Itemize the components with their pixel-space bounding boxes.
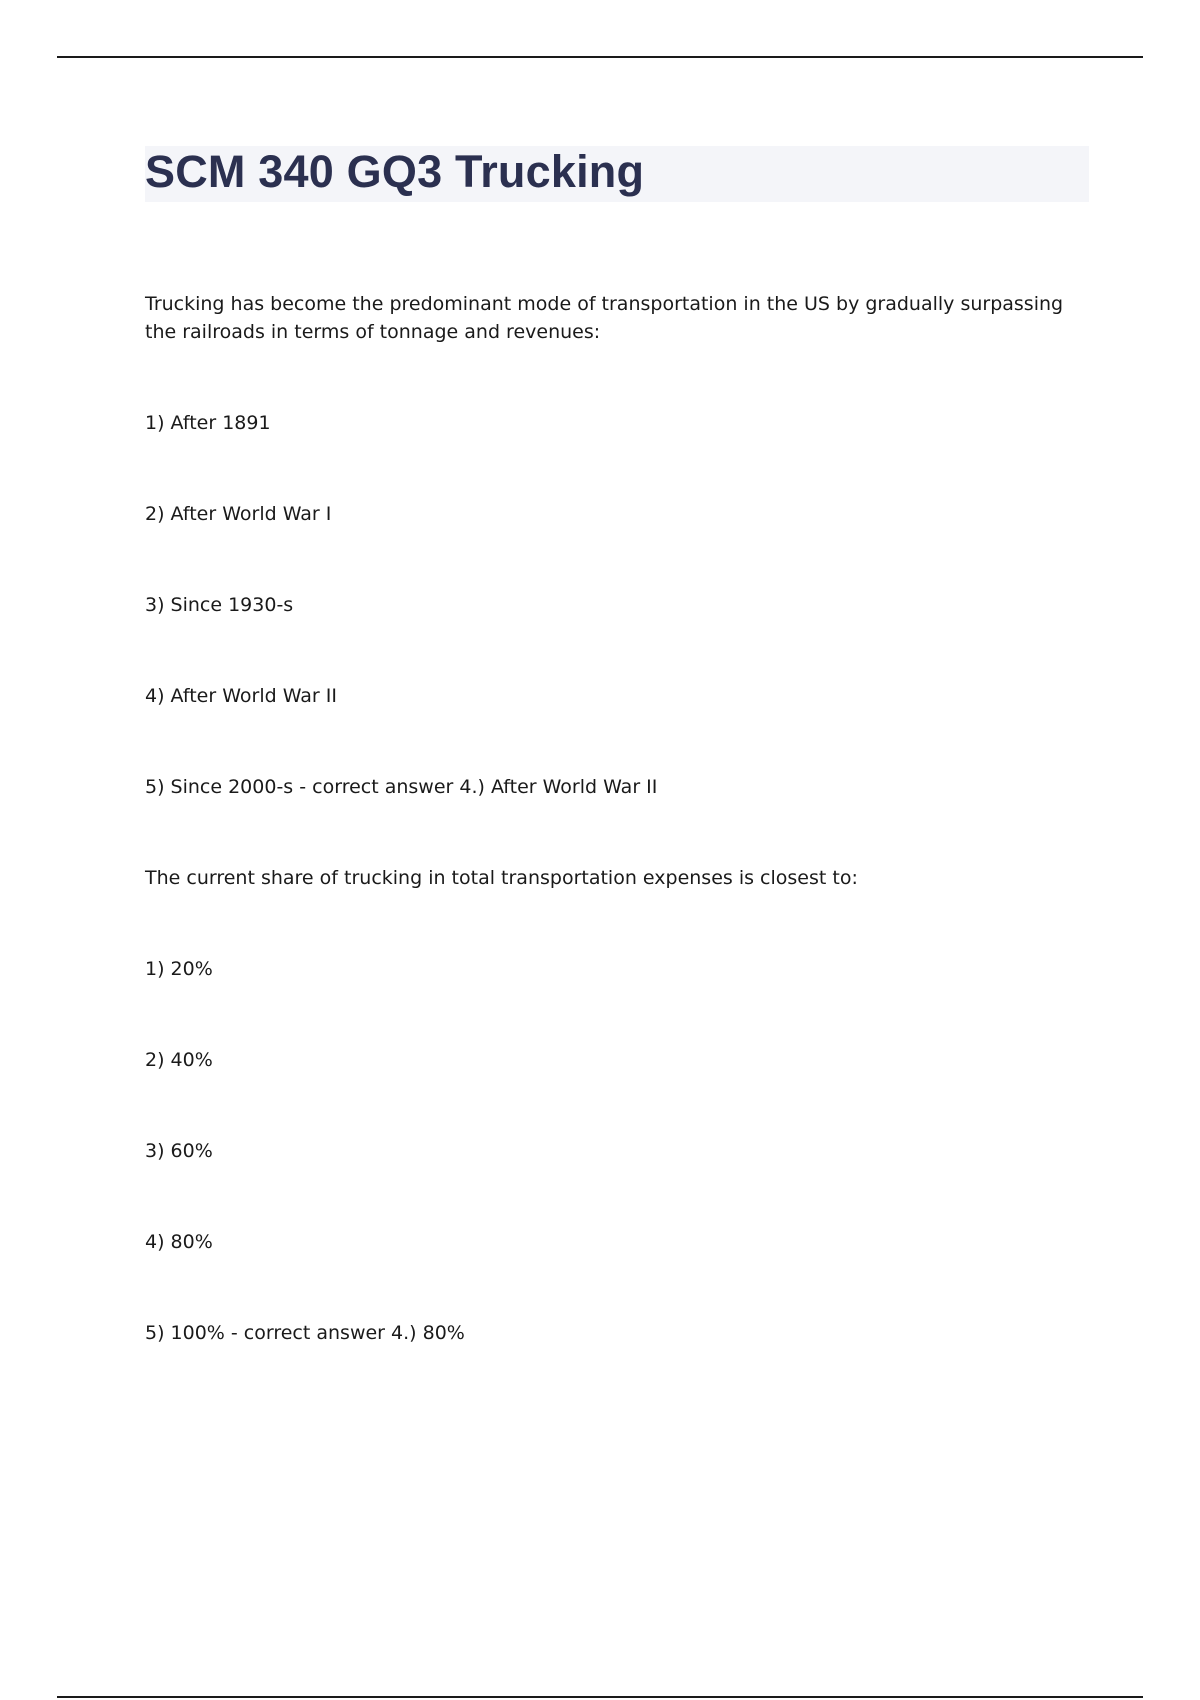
answer-option: 4) 80%: [145, 1231, 213, 1253]
answer-option: 3) Since 1930-s: [145, 594, 294, 616]
question-block: [145, 864, 1075, 1347]
answer-option-with-correct-answer: 5) Since 2000-s - correct answer 4.) After World War II: [145, 776, 658, 798]
answer-option: 2) After World War I: [145, 503, 332, 525]
bottom-rule: [57, 1696, 1143, 1698]
question-prompt: Trucking has become the predominant mode of transportation in the US by gradually surpassing the railroads in terms of tonnage and revenues:: [145, 293, 1064, 343]
top-rule: [57, 56, 1143, 58]
document-body: [145, 290, 1075, 1410]
answer-option: 4) After World War II: [145, 685, 337, 707]
answer-option: 1) 20%: [145, 958, 213, 980]
page-title: SCM 340 GQ3 Trucking: [145, 146, 645, 197]
answer-option-with-correct-answer: 5) 100% - correct answer 4.) 80%: [145, 1322, 465, 1344]
question-prompt: The current share of trucking in total transportation expenses is closest to:: [145, 867, 858, 889]
answer-option: 1) After 1891: [145, 412, 271, 434]
question-block: [145, 290, 1075, 801]
answer-option: 2) 40%: [145, 1049, 213, 1071]
answer-option: 3) 60%: [145, 1140, 213, 1162]
